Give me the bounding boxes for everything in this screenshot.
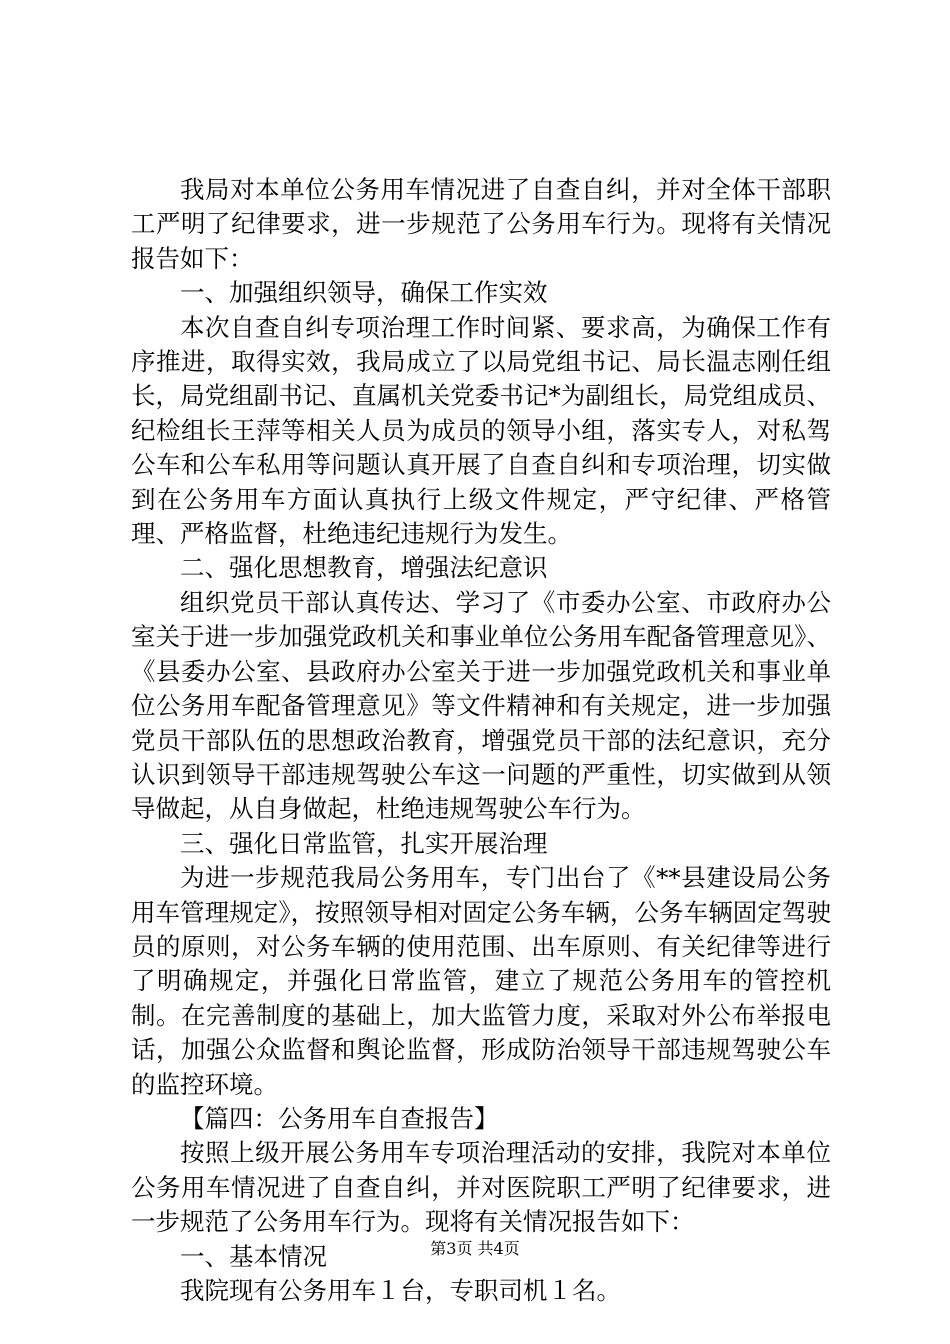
section-heading-2: 二、强化思想教育，增强法纪意识 (180, 553, 548, 583)
chapter-intro-paragraph: 按照上级开展公务用车专项治理活动的安排，我院对本单位公务用车情况进了自查自纠，并对医院职工严明了纪律要求，进一步规范了公务用车行为。现将有关情况报告如下： (131, 1138, 831, 1237)
basic-situation-paragraph: 我院现有公务用车１台，专职司机１名。 (180, 1276, 621, 1305)
section-3-paragraph: 为进一步规范我局公务用车，专门出台了《**县建设局公务用车管理规定》，按照领导相对固定公务车辆，公务车辆固定驾驶员的原则，对公务车辆的使用范围、出车原则、有关纪律等进行了明确规定，并强化日常监管，建立了规范公务用车的管控机制。在完善制度的基础上，加大监管力度，采取对外公布举报电话，加强公众监督和舆论监督，形成防治领导干部违规驾驶公车的监控环境。 (131, 863, 831, 1099)
section-1-paragraph: 本次自查自纠专项治理工作时间紧、要求高，为确保工作有序推进，取得实效，我局成立了以局党组书记、局长温志刚任组长，局党组副书记、直属机关党委书记*为副组长，局党组成员、纪检组长王萍等相关人员为成员的领导小组，落实专人，对私驾公车和公车私用等问题认真开展了自查自纠和专项治理，切实做到在公务用车方面认真执行上级文件规定，严守纪律、严格管理、严格监督，杜绝违纪违规行为发生。 (131, 312, 831, 549)
document-body (131, 173, 831, 1308)
chapter-heading: 【篇四：公务用车自查报告】 (180, 1103, 499, 1133)
basic-situation-heading: 一、基本情况 (180, 1241, 327, 1271)
section-heading-1: 一、加强组织领导，确保工作实效 (180, 278, 548, 308)
page-number: 第3页 共4页 (430, 1239, 520, 1258)
intro-paragraph: 我局对本单位公务用车情况进了自查自纠，并对全体干部职工严明了纪律要求，进一步规范了公务用车行为。现将有关情况报告如下： (131, 175, 831, 273)
section-heading-3: 三、强化日常监管，扎实开展治理 (180, 828, 548, 858)
page-footer (0, 1239, 950, 1259)
section-2-paragraph: 组织党员干部认真传达、学习了《市委办公室、市政府办公室关于进一步加强党政机关和事业单位公务用车配备管理意见》、《县委办公室、县政府办公室关于进一步加强党政机关和事业单位公务用车配备管理意见》等文件精神和有关规定，进一步加强党员干部队伍的思想政治教育，增强党员干部的法纪意识，充分认识到领导干部违规驾驶公车这一问题的严重性，切实做到从领导做起，从自身做起，杜绝违规驾驶公车行为。 (131, 587, 831, 824)
